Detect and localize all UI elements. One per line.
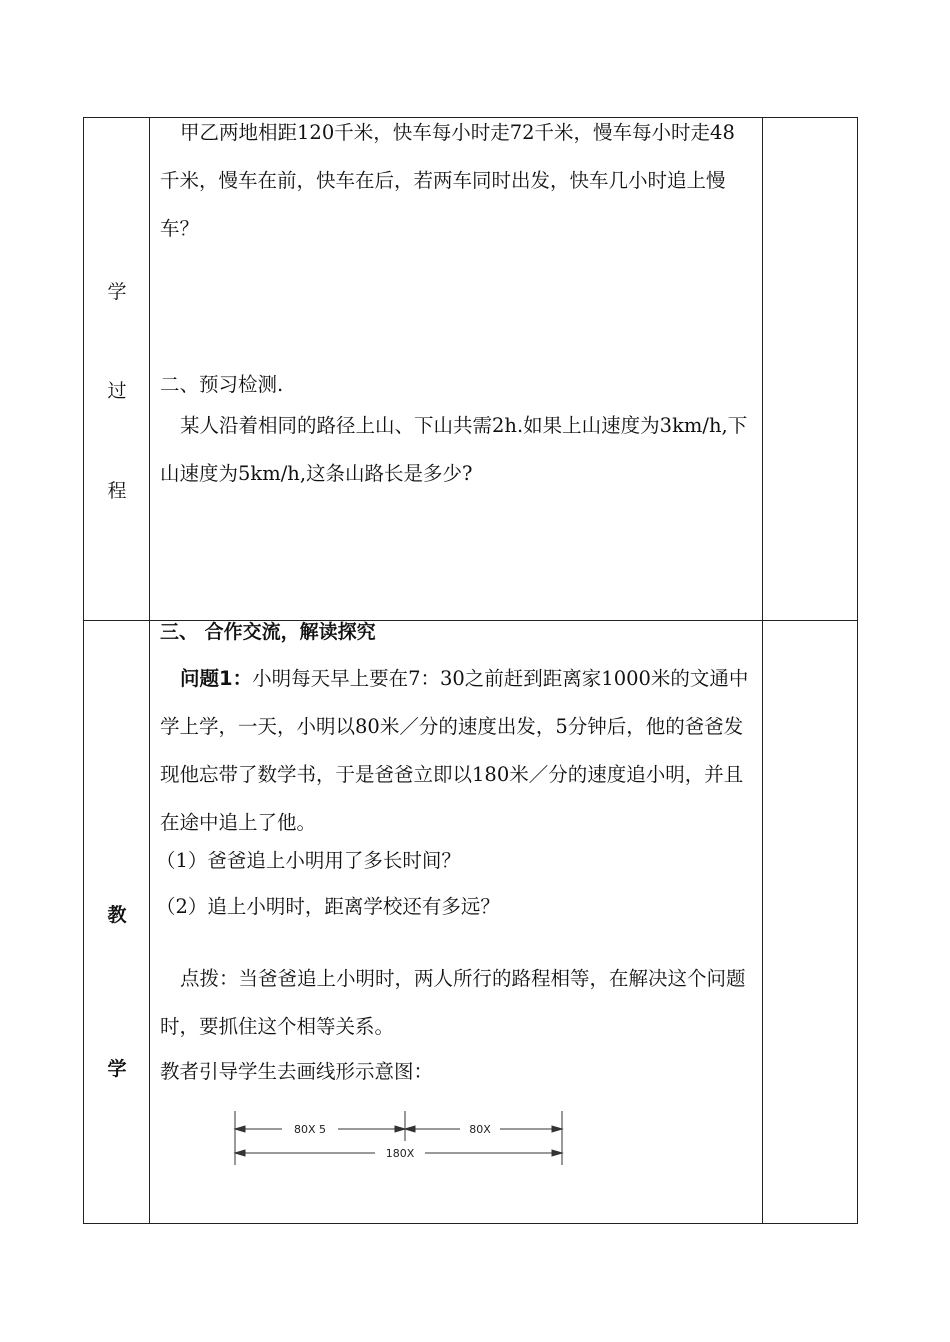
table-row xyxy=(84,621,858,1224)
mountain-problem-text: 某人沿着相同的路径上山、下山共需2h.如果上山速度为3km/h,下山速度为5km/h,这条山路长是多少? xyxy=(160,414,748,485)
pursuit-problem-text: 甲乙两地相距120千米，快车每小时走72千米，慢车每小时走48千米，慢车在前，快车在后，若两车同时出发，快车几小时追上慢车？ xyxy=(160,121,735,240)
table-row xyxy=(84,118,858,621)
content-cell-2 xyxy=(150,621,763,1224)
line-diagram xyxy=(230,1103,570,1173)
preview-check-heading: 二、预习检测. xyxy=(160,373,284,396)
side-label-cell-2 xyxy=(84,621,150,1224)
question-1-text: 小明每天早上要在7：30之前赶到距离家1000米的文通中学上学，一天，小明以80米／分的速度出发，5分钟后，他的爸爸发现他忘带了数学书，于是爸爸立即以180米／分的速度追小明，并且在途中追上了他。 xyxy=(160,667,749,834)
question-1-label: 问题1： xyxy=(180,667,253,690)
diagram-label-seg1: 80X 5 xyxy=(293,1123,327,1136)
side-char-xue: 学 xyxy=(107,281,127,303)
sub-question-2: （2）追上小明时，距离学校还有多远？ xyxy=(156,895,500,918)
content-cell-1 xyxy=(150,118,763,621)
side-char-jiao: 教 xyxy=(107,904,127,926)
question-1-paragraph xyxy=(160,655,752,847)
side-char-guo: 过 xyxy=(107,380,127,402)
side-label-cell-1 xyxy=(84,118,150,621)
notes-cell-1 xyxy=(763,118,858,621)
sub-question-1: （1）爸爸追上小明用了多长时间？ xyxy=(156,849,461,872)
teacher-guide-text: 教者引导学生去画线形示意图： xyxy=(160,1060,434,1083)
lesson-plan-table xyxy=(83,117,858,1224)
side-char-cheng: 程 xyxy=(107,480,127,502)
side-char-xue2: 学 xyxy=(107,1058,127,1080)
hint-text: 点拨：当爸爸追上小明时，两人所行的路程相等，在解决这个问题时，要抓住这个相等关系。 xyxy=(160,967,746,1038)
cooperation-heading: 三、 合作交流，解读探究 xyxy=(160,621,376,643)
diagram-label-total: 180X xyxy=(385,1147,415,1160)
notes-cell-2 xyxy=(763,621,858,1224)
diagram-label-seg2: 80X xyxy=(469,1123,491,1136)
